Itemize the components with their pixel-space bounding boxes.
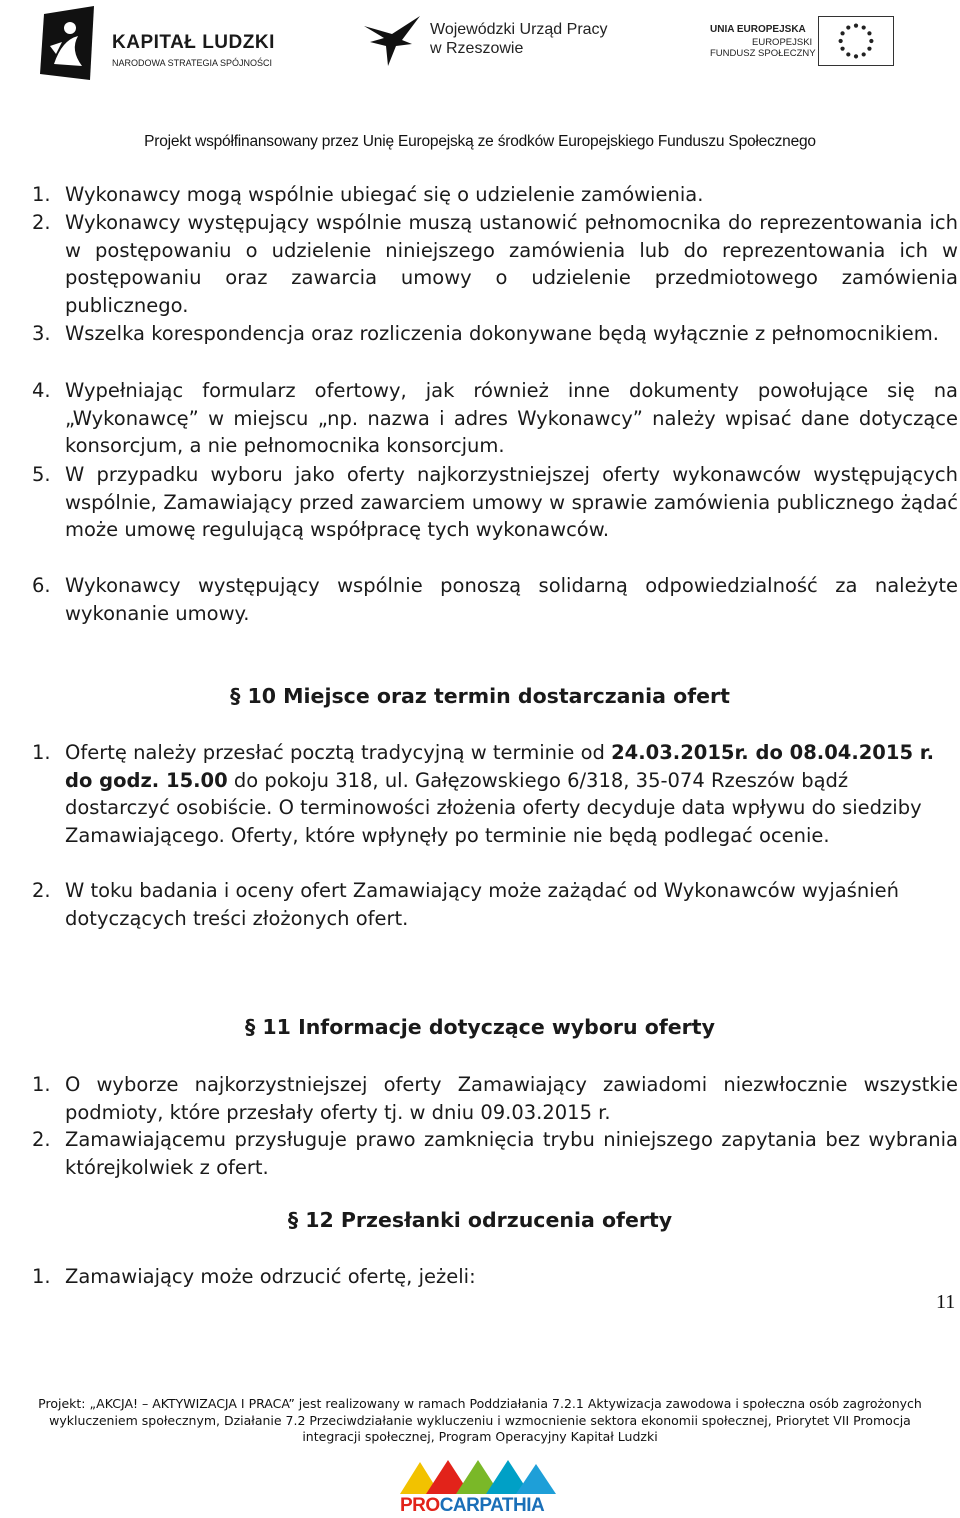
item-text: O wyborze najkorzystniejszej oferty Zamawiający zawiadomi niezwłocznie wszystkie podmioty, które przesłały oferty tj. w dniu 09.03.2015 r. [65,1073,958,1124]
item-number: 2. [32,1128,51,1151]
deadline-dates: 24.03.2015r. do 08.04.2015 r. do godz. 15.00 [65,741,935,792]
ue-line3: FUNDUSZ SPOŁECZNY [710,48,816,59]
wup-logo [362,14,632,70]
kl-subtitle: NARODOWA STRATEGIA SPÓJNOŚCI [112,58,273,68]
item-number: 1. [32,741,51,764]
item-text: W przypadku wyboru jako oferty najkorzystniejszej oferty wykonawców występujących wspólnie, Zamawiający przed zawarciem umowy w sprawie zamówienia publicznego żądać może umowę regulującą współpracę tych wykonawców. [65,463,958,542]
list-item [32,1263,958,1291]
kl-title: KAPITAŁ LUDZKI [112,32,275,53]
logo-carpathia: CARPATHIA [439,1495,545,1516]
item-number: 1. [32,183,51,206]
list-item [32,320,958,348]
item-text: W toku badania i oceny ofert Zamawiający może zażądać od Wykonawców wyjaśnień dotyczących treści złożonych ofert. [65,879,899,930]
item-text [65,739,958,849]
item-number: 1. [32,1073,51,1096]
footer-line1: Projekt: „AKCJA! – AKTYWIZACJA I PRACA” jest realizowany w ramach Poddziałania 7.2.1 Aktywizacja zawodowa i społeczna osób zagrożonych [38,1396,922,1411]
ue-line1: UNIA EUROPEJSKA [710,24,806,35]
item-text: Wszelka korespondencja oraz rozliczenia dokonywane będą wyłącznie z pełnomocnikiem. [65,322,939,345]
list-item [32,739,958,849]
item-text: Wykonawcy występujący wspólnie muszą ustanowić pełnomocnika do reprezentowania ich w postępowaniu o udzielenie niniejszego zamówienia lub do reprezentowania ich w postępowaniu oraz zawarcia umowy o udzielenie przedmiotowego zamówienia publicznego. [65,211,958,317]
procarpathia-triangles-icon [396,1460,560,1496]
list-item [32,1126,958,1181]
kapital-ludzki-emblem-icon [40,6,98,82]
footer-text [0,1396,960,1446]
item-text: Wypełniając formularz ofertowy, jak również inne dokumenty powołujące się na „Wykonawcę” w miejscu „np. nazwa i adres Wykonawcy” należy wpisać dane dotyczące konsorcjum, a nie pełnomocnika konsorcjum. [65,379,958,458]
item-text-c: do pokoju 318, ul. Gałęzowskiego 6/318, 35-074 Rzeszów bądź dostarczyć osobiście. O terminowości złożenia oferty decyduje data wpływu do siedziby Zamawiającego. Oferty, które wpłynęły po terminie nie będą podlegać ocenie. [65,768,922,847]
logo-pro: PRO [400,1495,440,1516]
section-11-heading: § 11 Informacje dotyczące wyboru oferty [245,1015,715,1039]
list-item [32,377,958,460]
item-number: 2. [32,879,51,902]
list-item [32,572,958,627]
section-12-heading: § 12 Przesłanki odrzucenia oferty [287,1208,673,1232]
list-item [32,209,958,319]
cofinance-line: Projekt współfinansowany przez Unię Europejską ze środków Europejskiego Funduszu Społecznego [144,133,816,150]
list-item [32,1071,958,1126]
item-number: 2. [32,211,51,234]
ue-line2: EUROPEJSKI [752,37,813,48]
item-number: 4. [32,379,51,402]
item-text: Wykonawcy mogą wspólnie ubiegać się o udzielenie zamówienia. [65,183,704,206]
procarpathia-logo [396,1460,560,1518]
eu-flag-icon [818,16,894,66]
eu-logo [710,16,900,68]
item-text: Zamawiającemu przysługuje prawo zamknięcia trybu niniejszego zapytania bez wybrania którejkolwiek z ofert. [65,1128,958,1179]
footer-line3: integracji społecznej, Program Operacyjny Kapitał Ludzki [302,1429,658,1444]
procarpathia-wordmark [400,1495,544,1517]
item-text: Wykonawcy występujący wspólnie ponoszą solidarną odpowiedzialność za należyte wykonanie umowy. [65,574,958,625]
wup-line1: Wojewódzki Urząd Pracy [430,21,608,38]
item-number: 5. [32,463,51,486]
item-number: 1. [32,1265,51,1288]
wup-bird-icon [362,14,426,70]
footer-line2: wykluczeniem społecznym, Działanie 7.2 Przeciwdziałanie wykluczeniu i wzmocnienie sektora ekonomii społecznej, Priorytet VII Promocja [49,1412,911,1428]
kapital-ludzki-logo [40,6,300,84]
section-10-heading: § 10 Miejsce oraz termin dostarczania ofert [230,684,730,708]
item-text-a: Ofertę należy przesłać pocztą tradycyjną w terminie od [65,741,612,764]
wup-name [430,20,608,58]
page-number: 11 [936,1291,956,1313]
item-text: Zamawiający może odrzucić ofertę, jeżeli: [65,1265,476,1288]
wup-line2: w Rzeszowie [430,40,524,57]
item-number: 3. [32,322,51,345]
item-number: 6. [32,574,51,597]
list-item [32,877,958,932]
list-item [32,461,958,544]
ue-lines [710,37,816,59]
list-item [32,181,958,209]
